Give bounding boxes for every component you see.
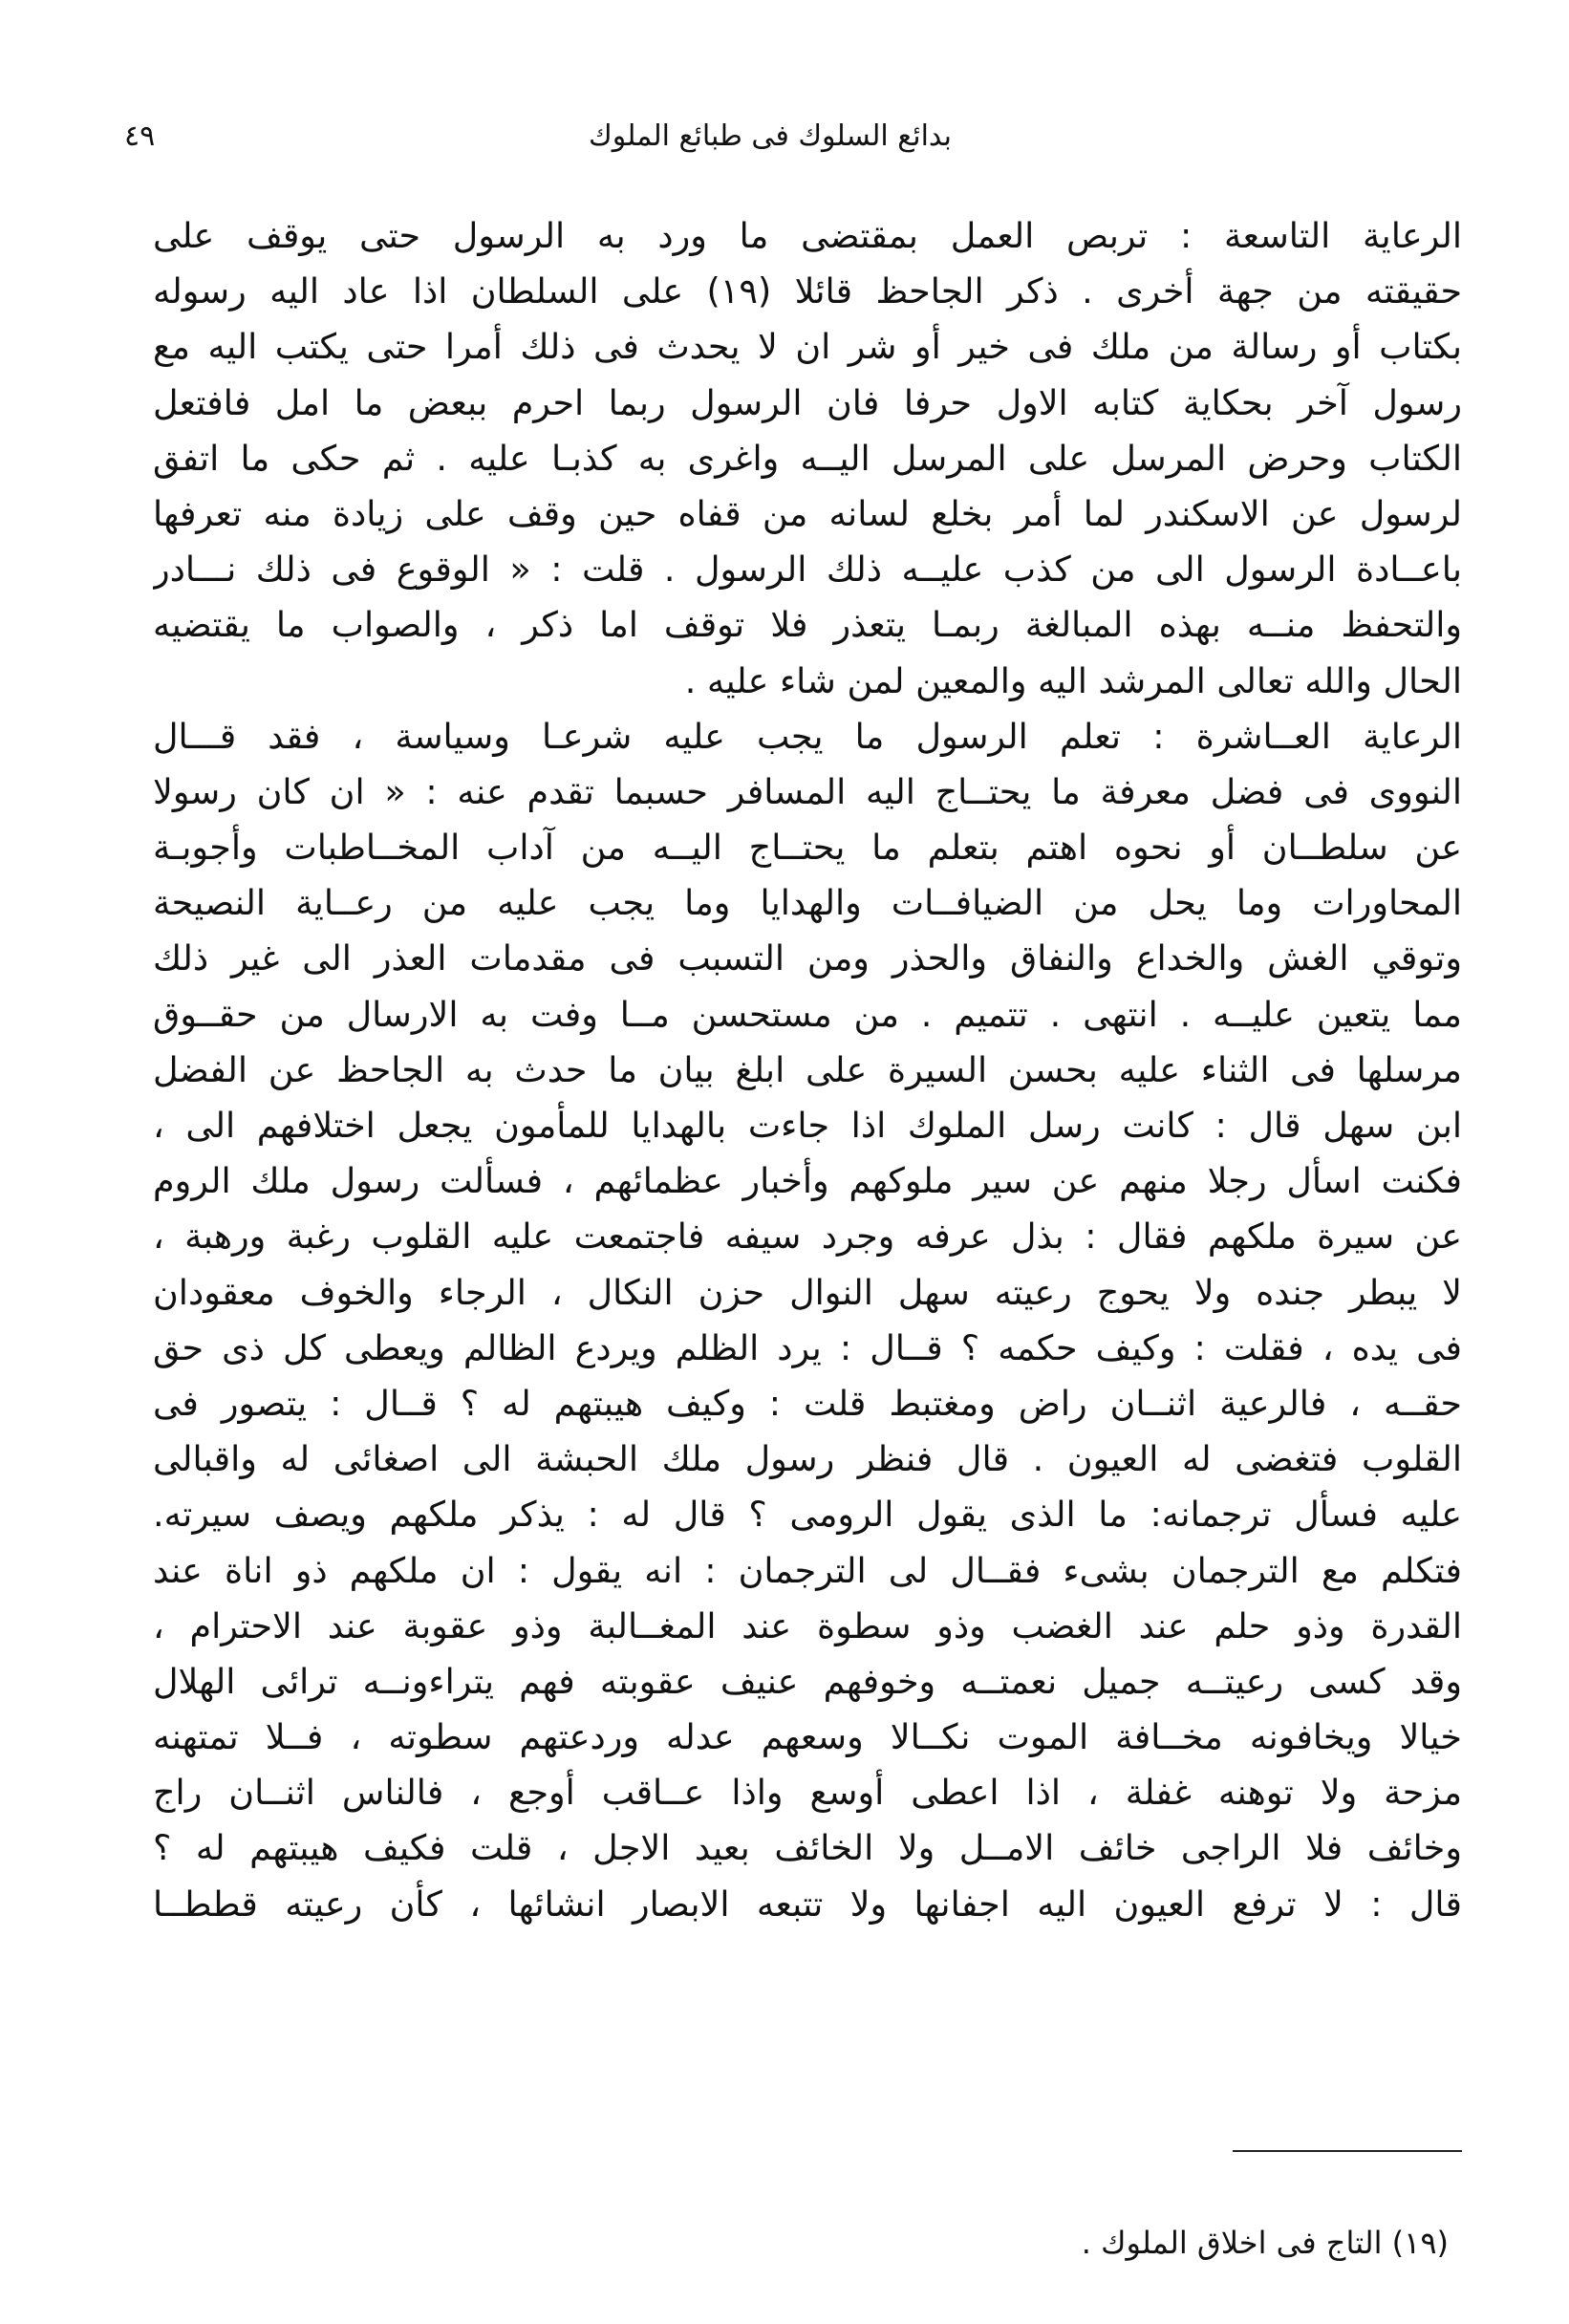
- text-line: خيالا ويخافونه مخــافة الموت نكــالا وسعهم عدله وردعتهم سطوته ، فــلا تمتهنه: [153, 1716, 1462, 1758]
- running-title: بدائع السلوك فى طبائع الملوك: [589, 119, 952, 153]
- footnote: (١٩) التاج فى اخلاق الملوك .: [1081, 2225, 1449, 2261]
- text-line: مرسلها فى الثناء عليه بحسن السيرة على ابلغ بيان ما حدث به الجاحظ عن الفضل: [153, 1048, 1462, 1090]
- text-line: الكتاب وحرض المرسل على المرسل اليــه واغرى به كذبـا عليه . ثم حكى ما اتفق: [153, 437, 1462, 479]
- text-line: بكتاب أو رسالة من ملك فى خير أو شر ان لا يحدث فى ذلك أمرا حتى يكتب اليه مع: [153, 326, 1462, 368]
- body-text: [153, 208, 1462, 1932]
- text-line: عليه فسأل ترجمانه: ما الذى يقول الرومى ؟ قال له : يذكر ملكهم ويصف سيرته.: [153, 1494, 1462, 1536]
- text-line: وقد كسى رعيتــه جميل نعمتــه وخوفهم عنيف عقوبته فهم يتراءونــه ترائى الهلال: [153, 1660, 1462, 1702]
- text-line: رسول آخر بحكاية كتابه الاول حرفا فان الرسول ربما احرم ببعض ما امل فافتعل: [153, 381, 1462, 423]
- text-line: مما يتعين عليــه . انتهى . تتميم . من مستحسن مــا وفت به الارسال من حقــوق: [153, 993, 1462, 1035]
- page-header: [124, 113, 1416, 161]
- text-line: المحاورات وما يحل من الضيافــات والهدايا وما يجب عليه من رعــاية النصيحة: [153, 882, 1462, 924]
- footnote-divider: [1233, 2150, 1462, 2152]
- text-line: وتوقي الغش والخداع والنفاق والحذر ومن التسبب فى مقدمات العذر الى غير ذلك: [153, 937, 1462, 979]
- page-number: ٤٩: [124, 119, 156, 153]
- text-line: مزحة ولا توهنه غفلة ، اذا اعطى أوسع واذا عــاقب أوجع ، فالناس اثنــان راج: [153, 1772, 1462, 1814]
- text-line: فتكلم مع الترجمان بشىء فقــال لى الترجمان : انه يقول : ان ملكهم ذو اناة عند: [153, 1549, 1462, 1591]
- text-line: حقــه ، فالرعية اثنــان راض ومغتبط قلت : وكيف هيبتهم له ؟ قــال : يتصور فى: [153, 1382, 1462, 1424]
- text-line: النووى فى فضل معرفة ما يحتــاج اليه المسافر حسبما تقدم عنه : « ان كان رسولا: [153, 770, 1462, 812]
- text-line: والتحفظ منــه بهذه المبالغة ربمـا يتعذر فلا توقف اما ذكر ، والصواب ما يقتضيه: [153, 604, 1462, 646]
- text-line: القدرة وذو حلم عند الغضب وذو سطوة عند المغــالبة وذو عقوبة عند الاحترام ،: [153, 1604, 1462, 1646]
- text-line: لا يبطر جنده ولا يحوج رعيته سهل النوال حزن النكال ، الرجاء والخوف معقودان: [153, 1271, 1462, 1313]
- text-line: فكنت اسأل رجلا منهم عن سير ملوكهم وأخبار عظمائهم ، فسألت رسول ملك الروم: [153, 1160, 1462, 1202]
- text-line: عن سلطــان أو نحوه اهتم بتعلم ما يحتــاج اليــه من آداب المخــاطبات وأجوبـة: [153, 827, 1462, 869]
- text-line: الحال والله تعالى المرشد اليه والمعين لمن شاء عليه .: [684, 659, 1462, 701]
- text-line: الرعاية التاسعة : تربص العمل بمقتضى ما ورد به الرسول حتى يوقف على: [153, 215, 1462, 256]
- text-line: عن سيرة ملكهم فقال : بذل عرفه وجرد سيفه فاجتمعت عليه القلوب رغبة ورهبة ،: [153, 1216, 1462, 1258]
- text-line: الرعاية العــاشرة : تعلم الرسول ما يجب عليه شرعـا وسياسة ، فقد قـــال: [153, 715, 1462, 757]
- text-line: وخائف فلا الراجى خائف الامــل ولا الخائف بعيد الاجل ، قلت فكيف هيبتهم له ؟: [153, 1827, 1462, 1869]
- text-line: قال : لا ترفع العيون اليه اجفانها ولا تتبعه الابصار انشائها ، كأن رعيته قططــا: [153, 1883, 1462, 1925]
- text-line: باعــادة الرسول الى من كذب عليــه ذلك الرسول . قلت : « الوقوع فى ذلك نـــادر: [153, 549, 1462, 591]
- text-line: القلوب فتغضى له العيون . قال فنظر رسول ملك الحبشة الى اصغائى له واقبالى: [153, 1438, 1462, 1480]
- text-line: لرسول عن الاسكندر لما أمر بخلع لسانه من قفاه حين وقف على زيادة منه تعرفها: [153, 492, 1462, 534]
- text-line: فى يده ، فقلت : وكيف حكمه ؟ قــال : يرد الظلم ويردع الظالم ويعطى كل ذى حق: [153, 1326, 1462, 1368]
- text-line: حقيقته من جهة أخرى . ذكر الجاحظ قائلا (١٩) على السلطان اذا عاد اليه رسوله: [153, 270, 1462, 312]
- text-line: ابن سهل قال : كانت رسل الملوك اذا جاءت بالهدايا للمأمون يجعل اختلافهم الى ،: [153, 1105, 1462, 1146]
